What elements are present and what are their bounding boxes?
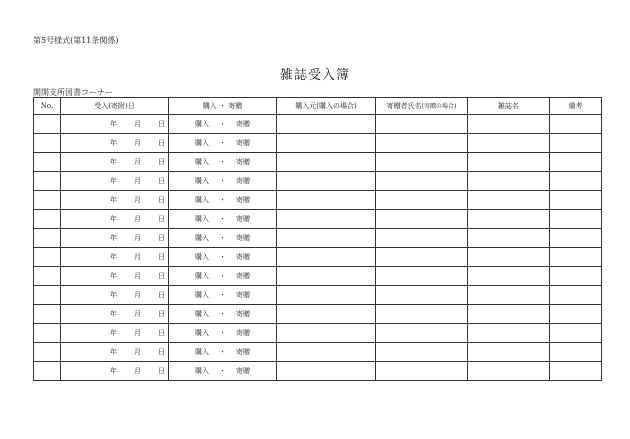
cell-magazine[interactable] xyxy=(468,286,550,305)
donation-option[interactable]: 寄贈 xyxy=(236,348,250,356)
cell-source[interactable] xyxy=(277,153,376,172)
donation-option[interactable]: 寄贈 xyxy=(236,291,250,299)
table-row xyxy=(34,153,602,172)
cell-magazine[interactable] xyxy=(468,229,550,248)
cell-donor[interactable] xyxy=(376,115,468,134)
month-label: 月 xyxy=(134,367,141,375)
cell-remarks[interactable] xyxy=(550,134,602,153)
donation-option[interactable]: 寄贈 xyxy=(236,139,250,147)
type-separator: ・ xyxy=(219,367,226,375)
cell-magazine[interactable] xyxy=(468,267,550,286)
table-row xyxy=(34,134,602,153)
col-header-no: No. xyxy=(34,98,61,115)
cell-magazine[interactable] xyxy=(468,248,550,267)
day-label: 日 xyxy=(158,177,165,185)
month-label: 月 xyxy=(134,196,141,204)
cell-date[interactable] xyxy=(61,172,169,191)
donation-option[interactable]: 寄贈 xyxy=(236,215,250,223)
purchase-option[interactable]: 購入 xyxy=(195,158,209,166)
cell-remarks[interactable] xyxy=(550,343,602,362)
cell-no[interactable] xyxy=(34,324,61,343)
cell-remarks[interactable] xyxy=(550,248,602,267)
type-separator: ・ xyxy=(219,310,226,318)
document-title: 雑誌受入簿 xyxy=(279,68,350,83)
day-label: 日 xyxy=(158,139,165,147)
donation-option[interactable]: 寄贈 xyxy=(236,177,250,185)
table-row xyxy=(34,305,602,324)
cell-source[interactable] xyxy=(277,248,376,267)
cell-donor[interactable] xyxy=(376,248,468,267)
cell-date[interactable] xyxy=(61,248,169,267)
cell-date[interactable] xyxy=(61,210,169,229)
purchase-option[interactable]: 購入 xyxy=(195,234,209,242)
cell-magazine[interactable] xyxy=(468,153,550,172)
month-label: 月 xyxy=(134,329,141,337)
day-label: 日 xyxy=(158,329,165,337)
cell-donor[interactable] xyxy=(376,191,468,210)
donation-option[interactable]: 寄贈 xyxy=(236,196,250,204)
cell-magazine[interactable] xyxy=(468,324,550,343)
day-label: 日 xyxy=(158,196,165,204)
day-label: 日 xyxy=(158,348,165,356)
cell-date[interactable] xyxy=(61,153,169,172)
magazine-ledger-table xyxy=(33,97,602,381)
year-label: 年 xyxy=(110,291,117,299)
table-row xyxy=(34,115,602,134)
purchase-option[interactable]: 購入 xyxy=(195,253,209,261)
type-separator: ・ xyxy=(219,158,226,166)
cell-date[interactable] xyxy=(61,324,169,343)
cell-remarks[interactable] xyxy=(550,115,602,134)
month-label: 月 xyxy=(134,234,141,242)
cell-magazine[interactable] xyxy=(468,172,550,191)
cell-source[interactable] xyxy=(277,305,376,324)
header-row xyxy=(34,98,602,115)
day-label: 日 xyxy=(158,253,165,261)
purchase-option[interactable]: 購入 xyxy=(195,329,209,337)
type-separator: ・ xyxy=(219,139,226,147)
col-header-donor-sub: (寄贈の場合) xyxy=(421,103,457,110)
cell-magazine[interactable] xyxy=(468,134,550,153)
year-label: 年 xyxy=(110,329,117,337)
type-separator: ・ xyxy=(219,120,226,128)
cell-source[interactable] xyxy=(277,362,376,381)
cell-source[interactable] xyxy=(277,343,376,362)
cell-remarks[interactable] xyxy=(550,229,602,248)
cell-remarks[interactable] xyxy=(550,191,602,210)
donation-option[interactable]: 寄贈 xyxy=(236,120,250,128)
year-label: 年 xyxy=(110,253,117,261)
type-separator: ・ xyxy=(219,253,226,261)
cell-donor[interactable] xyxy=(376,210,468,229)
donation-option[interactable]: 寄贈 xyxy=(236,367,250,375)
table-row xyxy=(34,229,602,248)
year-label: 年 xyxy=(110,196,117,204)
type-separator: ・ xyxy=(219,196,226,204)
cell-source[interactable] xyxy=(277,191,376,210)
day-label: 日 xyxy=(158,158,165,166)
cell-type[interactable] xyxy=(169,210,277,229)
donation-option[interactable]: 寄贈 xyxy=(236,310,250,318)
cell-no[interactable] xyxy=(34,362,61,381)
cell-no[interactable] xyxy=(34,248,61,267)
cell-date[interactable] xyxy=(61,286,169,305)
cell-remarks[interactable] xyxy=(550,324,602,343)
day-label: 日 xyxy=(158,215,165,223)
day-label: 日 xyxy=(158,120,165,128)
cell-source[interactable] xyxy=(277,115,376,134)
cell-date[interactable] xyxy=(61,134,169,153)
table-row xyxy=(34,362,602,381)
purchase-option[interactable]: 購入 xyxy=(195,367,209,375)
cell-date[interactable] xyxy=(61,115,169,134)
purchase-option[interactable]: 購入 xyxy=(195,272,209,280)
cell-source[interactable] xyxy=(277,210,376,229)
year-label: 年 xyxy=(110,367,117,375)
cell-remarks[interactable] xyxy=(550,267,602,286)
cell-magazine[interactable] xyxy=(468,115,550,134)
type-separator: ・ xyxy=(219,272,226,280)
type-separator: ・ xyxy=(219,177,226,185)
cell-type[interactable] xyxy=(169,134,277,153)
table-row xyxy=(34,191,602,210)
cell-no[interactable] xyxy=(34,134,61,153)
table-row xyxy=(34,172,602,191)
cell-donor[interactable] xyxy=(376,305,468,324)
cell-magazine[interactable] xyxy=(468,343,550,362)
cell-type[interactable] xyxy=(169,362,277,381)
year-label: 年 xyxy=(110,158,117,166)
cell-magazine[interactable] xyxy=(468,305,550,324)
month-label: 月 xyxy=(134,120,141,128)
cell-no[interactable] xyxy=(34,172,61,191)
purchase-option[interactable]: 購入 xyxy=(195,196,209,204)
year-label: 年 xyxy=(110,234,117,242)
day-label: 日 xyxy=(158,234,165,242)
year-label: 年 xyxy=(110,272,117,280)
cell-type[interactable] xyxy=(169,248,277,267)
month-label: 月 xyxy=(134,291,141,299)
cell-no[interactable] xyxy=(34,153,61,172)
cell-type[interactable] xyxy=(169,267,277,286)
col-header-donor xyxy=(376,98,468,115)
cell-donor[interactable] xyxy=(376,229,468,248)
cell-source[interactable] xyxy=(277,172,376,191)
month-label: 月 xyxy=(134,215,141,223)
year-label: 年 xyxy=(110,215,117,223)
purchase-option[interactable]: 購入 xyxy=(195,177,209,185)
type-separator: ・ xyxy=(219,329,226,337)
donation-option[interactable]: 寄贈 xyxy=(236,158,250,166)
type-separator: ・ xyxy=(219,215,226,223)
cell-no[interactable] xyxy=(34,305,61,324)
month-label: 月 xyxy=(134,348,141,356)
donation-option[interactable]: 寄贈 xyxy=(236,329,250,337)
table-row xyxy=(34,286,602,305)
cell-remarks[interactable] xyxy=(550,286,602,305)
cell-source[interactable] xyxy=(277,134,376,153)
cell-no[interactable] xyxy=(34,210,61,229)
purchase-option[interactable]: 購入 xyxy=(195,120,209,128)
cell-type[interactable] xyxy=(169,153,277,172)
cell-type[interactable] xyxy=(169,305,277,324)
donation-option[interactable]: 寄贈 xyxy=(236,253,250,261)
cell-donor[interactable] xyxy=(376,324,468,343)
donation-option[interactable]: 寄贈 xyxy=(236,272,250,280)
cell-remarks[interactable] xyxy=(550,153,602,172)
cell-donor[interactable] xyxy=(376,286,468,305)
cell-date[interactable] xyxy=(61,267,169,286)
table-row xyxy=(34,248,602,267)
cell-type[interactable] xyxy=(169,229,277,248)
col-header-donor-main: 寄贈者氏名 xyxy=(386,102,422,110)
cell-no[interactable] xyxy=(34,115,61,134)
cell-donor[interactable] xyxy=(376,134,468,153)
cell-donor[interactable] xyxy=(376,153,468,172)
day-label: 日 xyxy=(158,367,165,375)
cell-donor[interactable] xyxy=(376,343,468,362)
cell-donor[interactable] xyxy=(376,267,468,286)
cell-type[interactable] xyxy=(169,343,277,362)
day-label: 日 xyxy=(158,291,165,299)
purchase-option[interactable]: 購入 xyxy=(195,215,209,223)
cell-source[interactable] xyxy=(277,229,376,248)
year-label: 年 xyxy=(110,139,117,147)
table-row xyxy=(34,324,602,343)
month-label: 月 xyxy=(134,253,141,261)
purchase-option[interactable]: 購入 xyxy=(195,139,209,147)
table-row xyxy=(34,343,602,362)
month-label: 月 xyxy=(134,177,141,185)
type-separator: ・ xyxy=(219,291,226,299)
cell-magazine[interactable] xyxy=(468,362,550,381)
form-number: 第5号様式(第11条関係) xyxy=(33,36,119,45)
type-separator: ・ xyxy=(219,234,226,242)
cell-type[interactable] xyxy=(169,286,277,305)
cell-donor[interactable] xyxy=(376,362,468,381)
cell-donor[interactable] xyxy=(376,172,468,191)
cell-magazine[interactable] xyxy=(468,210,550,229)
day-label: 日 xyxy=(158,310,165,318)
year-label: 年 xyxy=(110,310,117,318)
cell-date[interactable] xyxy=(61,229,169,248)
purchase-option[interactable]: 購入 xyxy=(195,310,209,318)
cell-source[interactable] xyxy=(277,286,376,305)
cell-source[interactable] xyxy=(277,267,376,286)
cell-date[interactable] xyxy=(61,362,169,381)
cell-type[interactable] xyxy=(169,115,277,134)
donation-option[interactable]: 寄贈 xyxy=(236,234,250,242)
cell-source[interactable] xyxy=(277,324,376,343)
cell-remarks[interactable] xyxy=(550,362,602,381)
year-label: 年 xyxy=(110,120,117,128)
col-header-source: 購入元(購入の場合) xyxy=(277,98,376,115)
purchase-option[interactable]: 購入 xyxy=(195,348,209,356)
cell-type[interactable] xyxy=(169,191,277,210)
col-header-magazine: 雑誌名 xyxy=(468,98,550,115)
table-row xyxy=(34,210,602,229)
cell-remarks[interactable] xyxy=(550,305,602,324)
day-label: 日 xyxy=(158,272,165,280)
cell-type[interactable] xyxy=(169,172,277,191)
cell-date[interactable] xyxy=(61,343,169,362)
cell-no[interactable] xyxy=(34,229,61,248)
cell-no[interactable] xyxy=(34,286,61,305)
cell-magazine[interactable] xyxy=(468,191,550,210)
organization-name: 開開支所図書コーナー xyxy=(33,88,113,97)
col-header-remarks: 備考 xyxy=(550,98,602,115)
col-header-date: 受入(寄附)日 xyxy=(61,98,169,115)
cell-remarks[interactable] xyxy=(550,210,602,229)
type-separator: ・ xyxy=(219,348,226,356)
table-row xyxy=(34,267,602,286)
cell-type[interactable] xyxy=(169,324,277,343)
month-label: 月 xyxy=(134,310,141,318)
year-label: 年 xyxy=(110,348,117,356)
cell-no[interactable] xyxy=(34,267,61,286)
cell-no[interactable] xyxy=(34,343,61,362)
month-label: 月 xyxy=(134,158,141,166)
col-header-type: 購入 ・ 寄贈 xyxy=(169,98,277,115)
year-label: 年 xyxy=(110,177,117,185)
cell-date[interactable] xyxy=(61,191,169,210)
cell-date[interactable] xyxy=(61,305,169,324)
month-label: 月 xyxy=(134,272,141,280)
cell-no[interactable] xyxy=(34,191,61,210)
month-label: 月 xyxy=(134,139,141,147)
cell-remarks[interactable] xyxy=(550,172,602,191)
purchase-option[interactable]: 購入 xyxy=(195,291,209,299)
